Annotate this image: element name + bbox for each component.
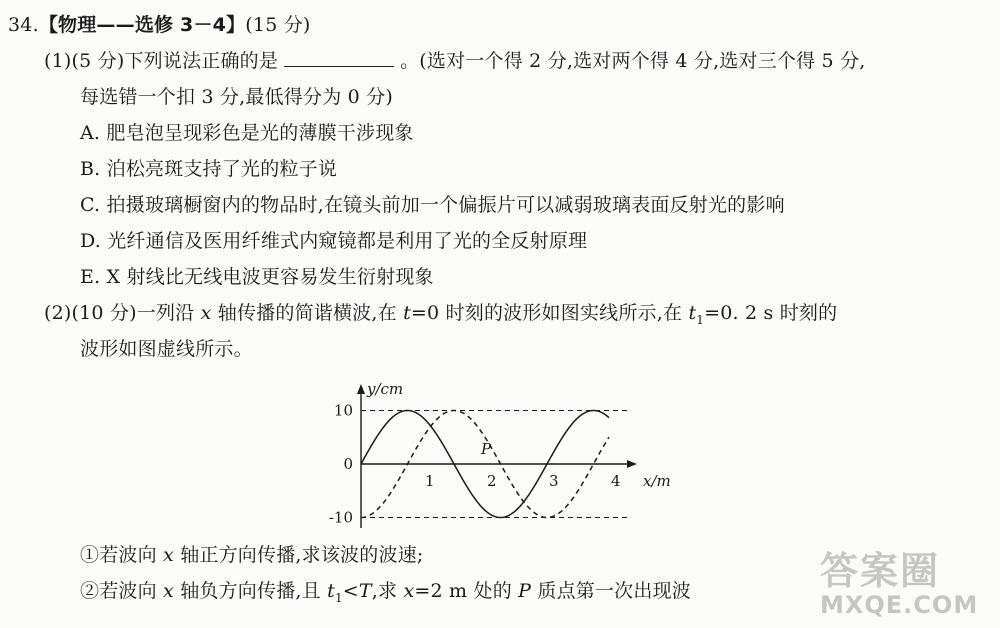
question-q2	[80, 578, 691, 611]
watermark-title: 答案圈	[820, 549, 941, 593]
part2-line2: 波形如图虚线所示。	[80, 338, 253, 360]
x-tick-label: 1	[425, 472, 435, 490]
question-score: (15 分)	[245, 14, 311, 36]
part2-text: 轴传播的简谐横波,在	[211, 302, 404, 324]
option-e: E. X 射线比无线电波更容易发生衍射现象	[80, 266, 434, 288]
q2-text: ②若波向	[80, 580, 164, 602]
y-axis-arrow	[357, 384, 365, 394]
option-b: B. 泊松亮斑支持了光的粒子说	[80, 158, 338, 180]
bracket-close: 】	[226, 14, 246, 36]
wave-graph	[318, 378, 678, 528]
var-t: t	[327, 580, 335, 602]
var-x: x	[163, 580, 174, 602]
part2-text: =0 时刻的波形如图实线所示,在	[410, 302, 689, 324]
var-t: t	[403, 302, 411, 324]
q2-text: ,求	[371, 580, 404, 602]
var-P: P	[518, 580, 532, 602]
bracket-open: 【	[38, 14, 59, 36]
q2-text: =2 m 处的	[414, 580, 519, 602]
y-tick-label: 10	[333, 401, 353, 420]
subscript: 1	[696, 312, 705, 327]
y-tick-label: -10	[328, 508, 353, 527]
part2-text: (2)(10 分)一列沿	[44, 302, 201, 324]
q2-text: 轴负方向传播,且	[173, 580, 328, 602]
var-t1: t	[688, 302, 697, 324]
option-a: A. 肥皂泡呈现彩色是光的薄膜干涉现象	[80, 122, 414, 144]
question-number: 34.	[8, 14, 39, 36]
question-header	[8, 12, 311, 38]
option-d: D. 光纤通信及医用纤维式内窥镜都是利用了光的全反射原理	[80, 230, 588, 252]
question-title: 物理——选修 3－4	[58, 14, 227, 36]
part1-line1	[44, 48, 866, 74]
option-c: C. 拍摄玻璃橱窗内的物品时,在镜头前加一个偏振片可以减弱玻璃表面反射光的影响	[80, 194, 785, 216]
x-axis-label: x/m	[643, 472, 671, 490]
x-tick-label: 4	[611, 472, 621, 490]
y-tick-label: 0	[343, 455, 353, 473]
part2-line1	[44, 300, 837, 333]
var-x: x	[200, 302, 212, 324]
question-q1	[80, 542, 423, 568]
var-x: x	[403, 580, 415, 602]
point-p-label: P	[481, 440, 492, 458]
watermark-url: MXQE.COM	[820, 591, 979, 619]
q2-text: 质点第一次出现波	[531, 580, 691, 602]
q1-text: 轴正方向传播,求该波的波速;	[173, 544, 424, 566]
var-T: T	[358, 580, 372, 602]
answer-blank	[284, 48, 394, 67]
q2-text: <	[342, 580, 359, 602]
watermark-logo	[820, 540, 990, 624]
y-axis-label: y/cm	[367, 380, 404, 398]
var-x: x	[163, 544, 174, 566]
part1-line2: 每选错一个扣 3 分,最低得分为 0 分)	[80, 86, 393, 108]
part1-suffix: 。(选对一个得 2 分,选对两个得 4 分,选对三个得 5 分,	[400, 50, 866, 72]
subscript: 1	[334, 590, 343, 605]
part1-prefix: (1)(5 分)下列说法正确的是	[44, 50, 279, 72]
x-tick-label: 3	[549, 472, 559, 490]
part2-text: =0. 2 s 时刻的	[704, 302, 838, 324]
x-tick-label: 2	[487, 472, 497, 490]
x-axis-arrow	[627, 460, 637, 468]
q1-text: ①若波向	[80, 544, 164, 566]
